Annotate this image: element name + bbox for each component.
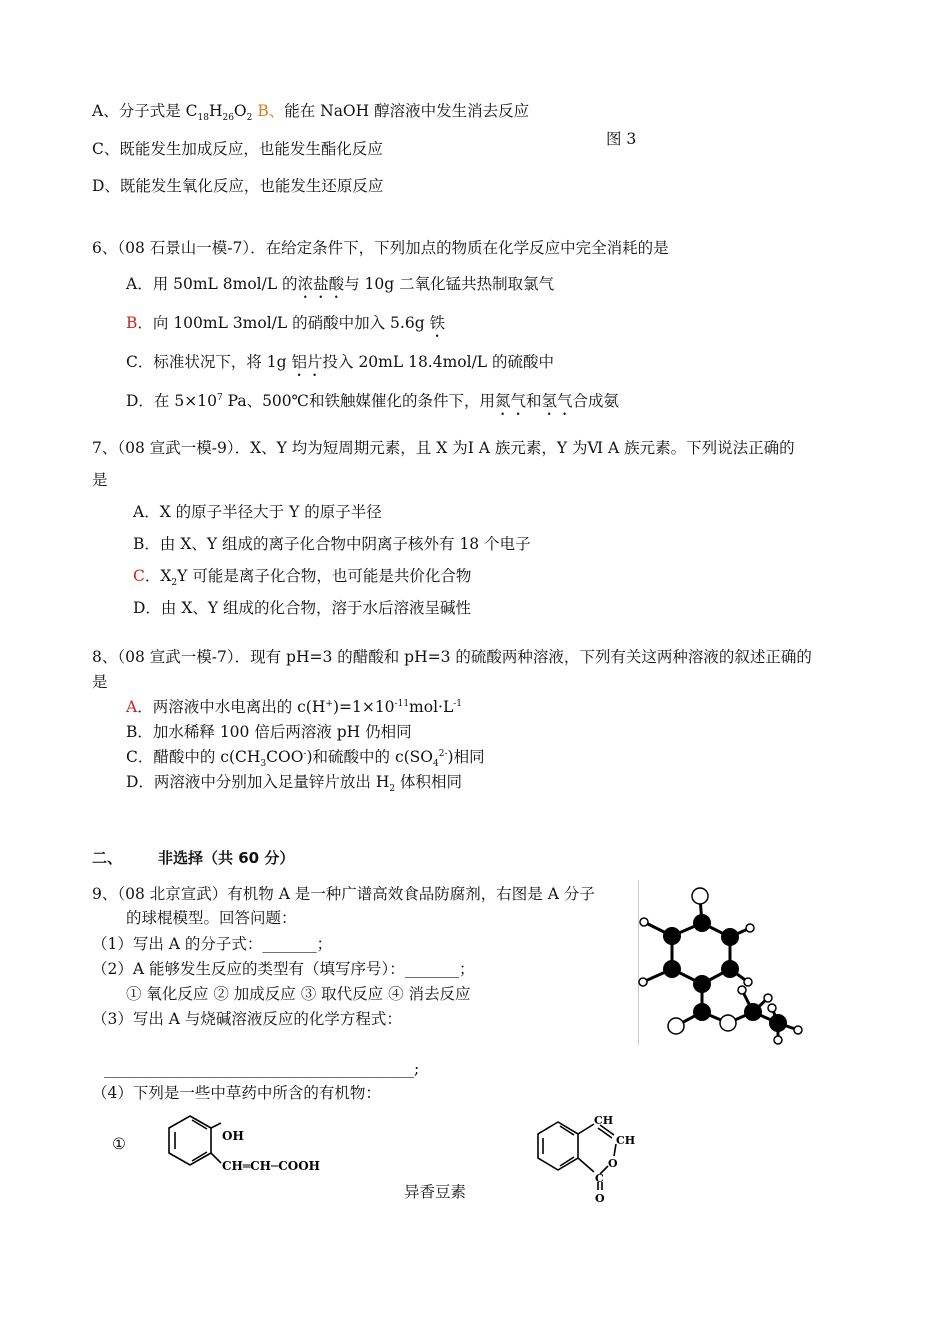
q5-option-b-label: B、 xyxy=(257,102,285,120)
oh-group-label: OH xyxy=(222,1129,244,1143)
q6-option-b: B．向 100mL 3mol/L 的硝酸中加入 5.6g 铁 xyxy=(126,314,446,332)
q8-option-c: C．醋酸中的 $c(CH_3COO^-)$和硫酸中的 $c(SO_4^{2-})$相同 xyxy=(126,748,485,770)
section-title: 非选择（共 60 分） xyxy=(158,849,295,867)
ring-ch-top: CH xyxy=(594,1114,614,1127)
side-chain-label: CH═CH─COOH xyxy=(222,1159,321,1173)
q7-option-d: D．由 X、Y 组成的化合物，溶于水后溶液呈碱性 xyxy=(133,599,472,617)
q9-part-4: （4）下列是一些中草药中所含的有机物： xyxy=(92,1084,381,1102)
ball-and-stick-model xyxy=(638,880,823,1055)
q8-stem-cont: 是 xyxy=(92,673,108,691)
q6-option-d: D．在 $5\times 10^7$ Pa、500℃和铁触媒催化的条件下，用氮气和氢气合成氨 xyxy=(126,392,620,410)
q8-stem: 8、（08 宣武一模-7）．现有 pH=3 的醋酸和 pH=3 的硫酸两种溶液，下列有关这两种溶液的叙述正确的 xyxy=(92,648,812,666)
q9-part-3-answer-blank: ________________________________________; xyxy=(104,1060,420,1078)
q9-part-1: （1）写出 A 的分子式：_______； xyxy=(92,935,333,953)
q9-stem: 9、（08 北京宣武）有机物 A 是一种广谱高效食品防腐剂，右图是 A 分子 xyxy=(92,885,595,903)
figure-3-label: 图 3 xyxy=(606,130,637,148)
q8-option-d: D．两溶液中分别加入足量锌片放出 $H_2$ 体积相同 xyxy=(126,773,463,795)
q9-part-2: （2）A 能够发生反应的类型有（填写序号）：_______； xyxy=(92,960,475,978)
q7-stem-cont: 是 xyxy=(92,471,108,489)
q5-option-d: D、既能发生氧化反应，也能发生还原反应 xyxy=(92,177,384,195)
structure-1-hydroxycinnamic-acid xyxy=(155,1106,345,1200)
q9-part-2-options: ① 氧化反应 ② 加成反应 ③ 取代反应 ④ 消去反应 xyxy=(126,985,471,1003)
q5-option-a: A、分子式是 $C_{18}H_{26}O_2$ B、能在 NaOH 醇溶液中发生消去反应 xyxy=(92,102,530,124)
q9-part-3: （3）写出 A 与烧碱溶液反应的化学方程式： xyxy=(92,1010,402,1028)
ring-oxygen: O xyxy=(608,1157,618,1170)
ring-carbonyl-carbon: C xyxy=(595,1172,604,1185)
q7-option-b: B．由 X、Y 组成的离子化合物中阴离子核外有 18 个电子 xyxy=(133,535,531,553)
section-number: 二、 xyxy=(92,849,123,867)
q8-option-b: B．加水稀释 100 倍后两溶液 pH 仍相同 xyxy=(126,723,412,741)
carbonyl-oxygen: O xyxy=(595,1192,605,1205)
q6-stem: 6、（08 石景山一模-7）．在给定条件下，下列加点的物质在化学反应中完全消耗的是 xyxy=(92,239,669,257)
q8-option-a: A．两溶液中水电离出的 $c(H^+)=1\times 10^{-11}mol\cdot L^{-1}$ xyxy=(126,698,463,716)
q7-option-c: C．$X_2Y$ 可能是离子化合物，也可能是共价化合物 xyxy=(133,567,472,589)
q7-stem: 7、（08 宣武一模-9）．X、Y 均为短周期元素，且 X 为Ⅰ A 族元素，Y 为Ⅵ A 族元素。下列说法正确的 xyxy=(92,439,795,457)
structure-2-isocoumarin xyxy=(532,1110,642,1208)
q6-option-c: C．标准状况下，将 1g 铝片投入 20mL 18.4mol/L 的硫酸中 xyxy=(126,353,555,371)
ring-ch-right: CH xyxy=(616,1134,636,1147)
q9-stem-cont: 的球棍模型。回答问题： xyxy=(126,909,297,927)
q7-option-a: A．X 的原子半径大于 Y 的原子半径 xyxy=(133,503,382,521)
q6-option-a: A．用 50mL 8mol/L 的浓盐酸与 10g 二氧化锰共热制取氯气 xyxy=(126,275,555,293)
q5-option-c: C、既能发生加成反应，也能发生酯化反应 xyxy=(92,140,383,158)
q9-item-1-marker: ① xyxy=(112,1135,126,1153)
isocoumarin-label: 异香豆素 xyxy=(404,1183,467,1201)
